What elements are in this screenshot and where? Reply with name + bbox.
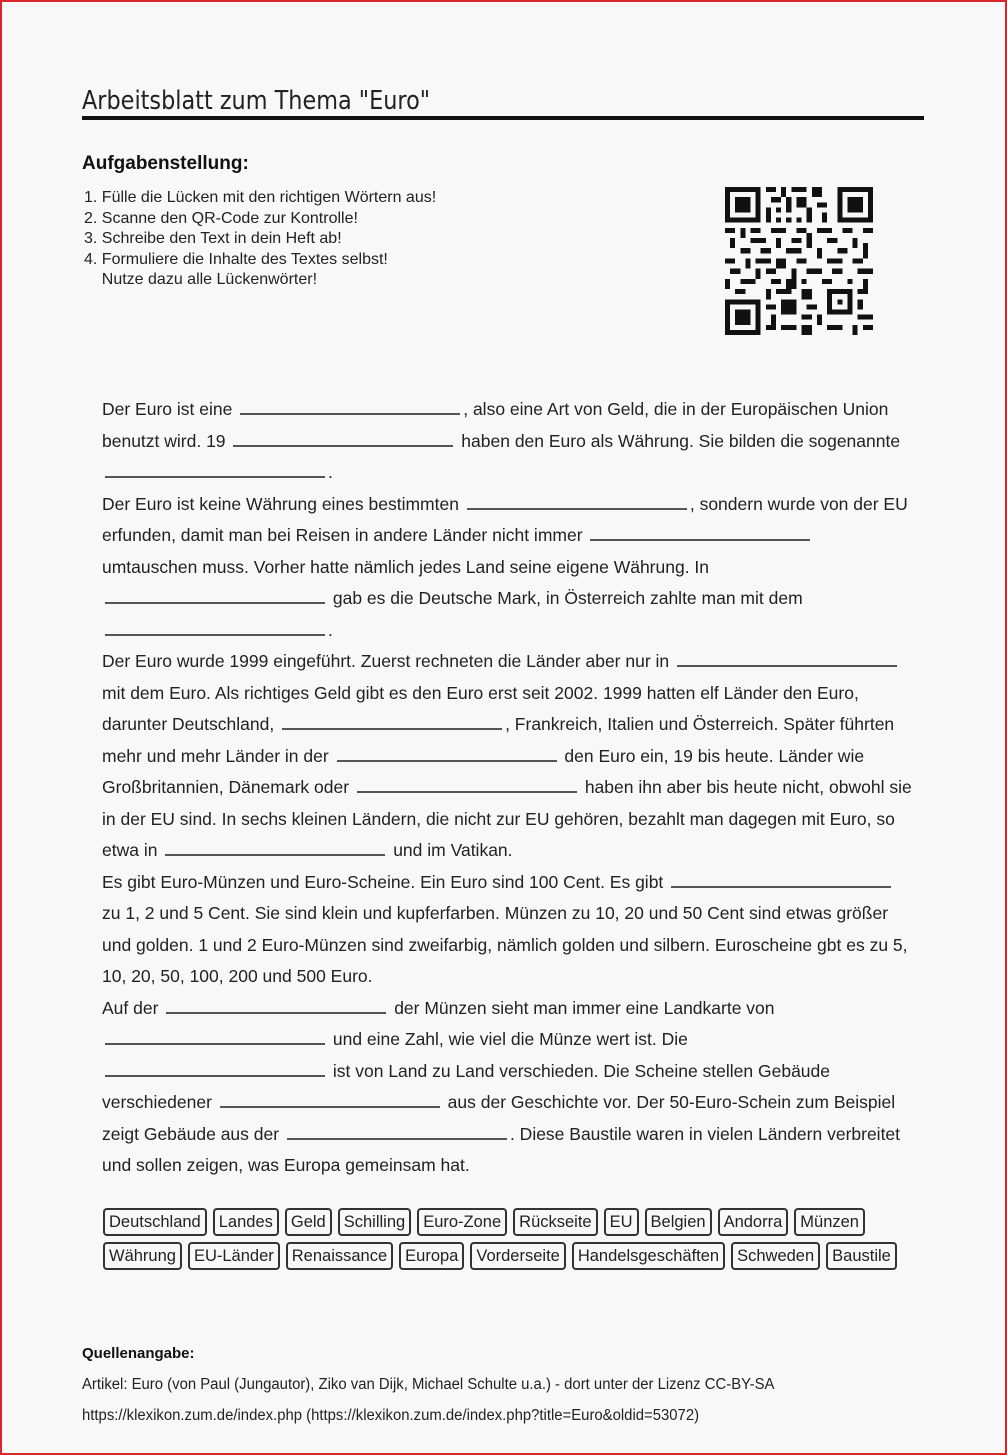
blank-field[interactable] (105, 1057, 325, 1077)
word-chip[interactable]: Belgien (645, 1208, 712, 1236)
text-segment: der Münzen sieht man immer eine Landkarte von (394, 997, 775, 1018)
word-bank (103, 1208, 923, 1270)
text-segment: gab es die Deutsche Mark, in Österreich zahlte man mit dem (332, 588, 803, 608)
task-item: 1. Fülle die Lücken mit den richtigen Wörtern aus! (84, 189, 437, 206)
source-citation: Artikel: Euro (von Paul (Jungautor), Ziko van Dijk, Michael Schulte u.a.) - dort unter der Lizenz CC-BY-SA (82, 1376, 775, 1393)
text-segment: Auf der (102, 997, 159, 1018)
blank-field[interactable] (166, 994, 386, 1014)
word-chip[interactable]: Münzen (794, 1208, 865, 1236)
blank-field[interactable] (105, 458, 325, 478)
task-item: Nutze dazu alle Lückenwörter! (84, 271, 318, 289)
blank-field[interactable] (240, 395, 460, 415)
paragraph (102, 993, 912, 1182)
word-chip[interactable]: Deutschland (103, 1208, 207, 1236)
text-segment: mit dem Euro. Als richtiges Geld gibt es den Euro erst seit 2002. 1999 hatten elf Länder den Euro, darunter Deutschland, (102, 682, 859, 734)
paragraph (102, 394, 912, 489)
word-chip[interactable]: Handelsgeschäften (572, 1242, 725, 1270)
blank-field[interactable] (233, 427, 453, 447)
qr-code-icon[interactable] (725, 186, 873, 336)
text-segment: , sondern wurde von der EU erfunden, damit man bei Reisen in andere Länder nicht immer (102, 493, 908, 545)
word-chip[interactable]: Schilling (338, 1208, 411, 1236)
text-segment: Der Euro wurde 1999 eingeführt. Zuerst rechneten die Länder aber nur in (102, 651, 670, 671)
word-chip[interactable]: Euro-Zone (417, 1208, 507, 1236)
text-segment: Der Euro ist keine Währung eines bestimmten (102, 493, 459, 514)
word-chip[interactable]: Renaissance (286, 1242, 393, 1270)
text-segment: aus der Geschichte vor. Der 50-Euro-Schein zum Beispiel zeigt Gebäude aus der (102, 1092, 896, 1144)
blank-field[interactable] (165, 836, 385, 856)
text-segment: umtauschen muss. Vorher hatte nämlich jedes Land seine eigene Währung. In (102, 556, 710, 577)
word-chip[interactable]: Baustile (826, 1242, 897, 1270)
task-list (84, 188, 436, 291)
word-chip[interactable]: Geld (285, 1208, 332, 1236)
text-segment: Es gibt Euro-Münzen und Euro-Scheine. Ein Euro sind 100 Cent. Es gibt (102, 871, 664, 892)
title-rule (82, 116, 924, 120)
paragraph (102, 646, 912, 867)
word-chip[interactable]: Andorra (718, 1208, 789, 1236)
word-chip[interactable]: Rückseite (513, 1208, 597, 1236)
blank-field[interactable] (357, 773, 577, 793)
blank-field[interactable] (287, 1120, 507, 1140)
blank-field[interactable] (282, 710, 502, 730)
blank-field[interactable] (677, 647, 897, 667)
text-segment: haben den Euro als Währung. Sie bilden die sogenannte (461, 430, 901, 451)
text-segment: . (328, 619, 333, 640)
task-item: 4. Formuliere die Inhalte des Textes selbst! (84, 250, 388, 268)
text-segment: ist von Land zu Land verschieden. Die Scheine stellen Gebäude verschiedener (102, 1060, 831, 1112)
blank-field[interactable] (105, 1025, 325, 1045)
text-segment: , Frankreich, Italien und Österreich. Später führten mehr und mehr Länder in der (102, 714, 895, 766)
word-chip[interactable]: EU-Länder (188, 1242, 280, 1270)
word-chip[interactable]: Landes (213, 1208, 279, 1236)
paragraph (102, 489, 912, 647)
blank-field[interactable] (467, 490, 687, 510)
task-item: 3. Schreibe den Text in dein Heft ab! (84, 230, 342, 248)
text-segment: und eine Zahl, wie viel die Münze wert ist. Die (332, 1029, 688, 1049)
task-item: 2. Scanne den QR-Code zur Kontrolle! (84, 209, 358, 227)
word-chip[interactable]: Währung (103, 1242, 182, 1270)
word-chip[interactable]: Schweden (731, 1242, 820, 1270)
blank-field[interactable] (105, 584, 325, 604)
text-segment: haben ihn aber bis heute nicht, obwohl sie in der EU sind. In sechs kleinen Ländern, die nicht zur EU gehören, bezahlt man dagegen mit Euro, so etwa in (102, 777, 912, 860)
text-segment: und im Vatikan. (393, 840, 513, 860)
blank-field[interactable] (590, 521, 810, 541)
word-chip[interactable]: EU (604, 1208, 639, 1236)
paragraph (102, 867, 912, 993)
blank-field[interactable] (337, 742, 557, 762)
blank-field[interactable] (671, 868, 891, 888)
text-segment: zu 1, 2 und 5 Cent. Sie sind klein und kupferfarben. Münzen zu 10, 20 und 50 Cent sind etwas größer und golden. 1 und 2 Euro-Münzen sind zweifarbig, nämlich golden und silbern. Euroscheine gbt es zu 5, 10, 20, 50, 100, 200 und 500 Euro. (102, 903, 908, 986)
blank-field[interactable] (220, 1088, 440, 1108)
word-chip[interactable]: Vorderseite (470, 1242, 565, 1270)
source-url[interactable]: https://klexikon.zum.de/index.php (https://klexikon.zum.de/index.php?title=Euro&oldid=53072) (82, 1407, 700, 1424)
text-segment: . (328, 462, 333, 482)
text-segment: Der Euro ist eine (102, 399, 233, 419)
text-segment: . Diese Baustile waren in vielen Ländern verbreitet und sollen zeigen, was Europa gemeinsam hat. (102, 1123, 901, 1175)
page-title: Arbeitsblatt zum Thema "Euro" (82, 86, 431, 116)
text-segment: den Euro ein, 19 bis heute. Länder wie Großbritannien, Dänemark oder (102, 745, 865, 797)
gap-text (102, 394, 912, 1182)
source-heading: Quellenangabe: (82, 1345, 195, 1362)
word-chip[interactable]: Europa (399, 1242, 464, 1270)
text-segment: , also eine Art von Geld, die in der Europäischen Union benutzt wird. 19 (102, 399, 889, 451)
task-heading: Aufgabenstellung: (82, 153, 249, 174)
blank-field[interactable] (105, 616, 325, 636)
